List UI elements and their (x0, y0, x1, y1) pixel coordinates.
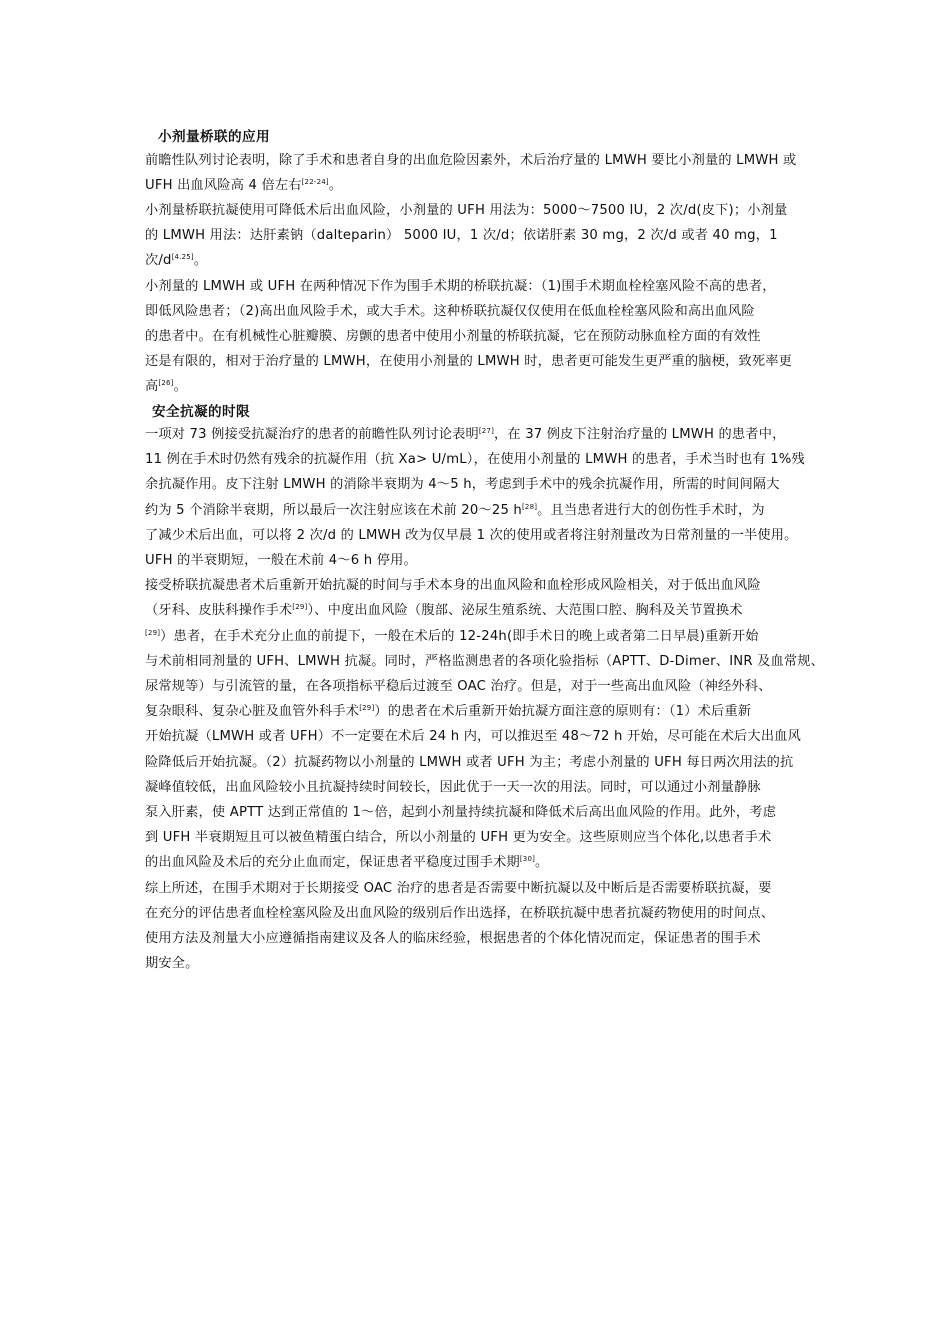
text-run: ）的患者在术后重新开始抗凝方面注意的原则有：（1）术后重新 (374, 704, 752, 720)
text-run: 即低风险患者；（2)高出血风险手术，或大手术。这种桥联抗凝仅仅使用在低血栓栓塞风险和高出血风险 (145, 303, 755, 319)
body-text-line (145, 152, 796, 170)
citation-ref: [29] (145, 628, 161, 637)
body-text-line (145, 451, 805, 469)
text-run: 凝峰值较低，出血风险较小且抗凝持续时间较长，因此优于一天一次的用法。同时，可以通过小剂量静脉 (145, 779, 761, 795)
body-text-line (145, 252, 207, 270)
text-run: 在充分的评估患者血栓栓塞风险及出血风险的级别后作出选择，在桥联抗凝中患者抗凝药物使用的时间点、 (145, 905, 775, 921)
body-text-line (145, 328, 761, 346)
text-run: （牙科、皮肤科操作手术 (145, 603, 293, 619)
body-text-line (145, 426, 785, 444)
text-run: 。 (193, 253, 208, 269)
body-text-line (145, 955, 199, 973)
text-run: 。且当患者进行大的创伤性手术时，为 (537, 502, 765, 518)
body-text-line (145, 854, 548, 872)
text-run: ）、中度出血风险（腹部、泌尿生殖系统、大范围口腔、胸科及关节置换术 (307, 603, 743, 619)
body-text-line (145, 930, 761, 948)
text-run: 。 (173, 378, 187, 394)
text-run: 期安全。 (145, 956, 199, 972)
section-heading-bridging: 小剂量桥联的应用 (158, 129, 270, 145)
body-text-line (145, 476, 780, 494)
body-text-line (145, 502, 765, 520)
text-run: 了减少术后出血，可以将 2 次/d 的 LMWH 改为仅早晨 1 次的使用或者将注射剂量改为日常剂量的一半使用。 (145, 527, 798, 543)
text-run: 到 UFH 半衰期短且可以被鱼精蛋白结合，所以小剂量的 UFH 更为安全。这些原则应当个体化,以患者手术 (145, 830, 772, 846)
body-text-line (145, 804, 776, 822)
text-run: 还是有限的，相对于治疗量的 LMWH，在使用小剂量的 LMWH 时，患者更可能发生更严重的脑梗，致死率更 (145, 353, 793, 369)
text-run: 高 (145, 378, 159, 394)
text-run: 的出血风险及术后的充分止血而定，保证患者平稳度过围手术期 (145, 855, 520, 871)
body-text-line (145, 577, 761, 595)
body-text-line (145, 378, 187, 396)
body-text-line (145, 278, 776, 296)
body-text-line (145, 177, 342, 195)
citation-ref: [29] (292, 603, 308, 612)
text-run: 泵入肝素，使 APTT 达到正常值的 1～倍，起到小剂量持续抗凝和降低术后高出血风险的作用。此外，考虑 (145, 805, 777, 820)
citation-ref: [30] (519, 855, 536, 864)
text-run: 使用方法及剂量大小应遵循指南建议及各人的临床经验，根据患者的个体化情况而定，保证患者的围手术 (145, 931, 761, 946)
citation-ref: [4.25] (171, 253, 194, 262)
body-text-line (145, 527, 798, 545)
body-text-line (145, 880, 772, 898)
text-run: 一项对 73 例接受抗凝治疗的患者的前瞻性队列讨论表明 (145, 427, 479, 442)
body-text-line (145, 227, 778, 245)
body-text-line (145, 303, 755, 321)
text-run: 小剂量桥联抗凝使用可降低术后出血风险，小剂量的 UFH 用法为：5000～7500 IU，2 次/d(皮下)；小剂量 (145, 203, 788, 219)
text-run: 尿常规等）与引流管的量，在各项指标平稳后过渡至 OAC 治疗。但是，对于一些高出血风险（神经外科、 (145, 679, 772, 694)
text-run: ）患者，在手术充分止血的前提下，一般在术后的 12-24h(即手术日的晚上或者第二日早晨)重新开始 (160, 628, 759, 644)
citation-ref: [22-24] (301, 178, 329, 187)
body-text-line (145, 728, 801, 746)
body-text-line (145, 703, 751, 721)
text-run: 开始抗凝（LMWH 或者 UFH）不一定要在术后 24 h 内，可以推迟至 48～72 h 开始，尽可能在术后大出血风 (145, 729, 801, 745)
text-run: 次/d (145, 253, 172, 269)
citation-ref: [28] (522, 502, 538, 511)
body-text-line (145, 754, 793, 772)
text-run: 与术前相同剂量的 UFH、LMWH 抗凝。同时，严格监测患者的各项化验指标（APTT、D-Dimer、INR 及血常规、 (145, 653, 825, 669)
body-text-line (145, 552, 417, 570)
text-run: 。 (328, 178, 343, 194)
body-text-line (145, 678, 772, 696)
text-run: 。 (535, 855, 549, 871)
text-run: 小剂量的 LMWH 或 UFH 在两种情况下作为围手术期的桥联抗凝：（1)围手术期血栓栓塞风险不高的患者， (145, 278, 776, 294)
body-text-line (145, 829, 771, 847)
body-text-line (145, 779, 761, 797)
text-run: 接受桥联抗凝患者术后重新开始抗凝的时间与手术本身的出血风险和血栓形成风险相关，对于低出血风险 (145, 578, 761, 594)
body-text-line (145, 353, 792, 371)
body-text-line (145, 628, 759, 646)
text-run: ，在 37 例皮下注射治疗量的 LMWH 的患者中， (494, 427, 786, 442)
citation-ref: [29] (359, 704, 375, 713)
text-run: 综上所述，在围手术期对于长期接受 OAC 治疗的患者是否需要中断抗凝以及中断后是否需要桥联抗凝，要 (145, 880, 772, 896)
text-run: UFH 出血风险高 4 倍左右 (145, 178, 302, 194)
section-heading-safe-time: 安全抗凝的时限 (152, 404, 250, 420)
text-run: 11 例在手术时仍然有残余的抗凝作用（抗 Xa> U/mL），在使用小剂量的 LMWH 的患者，手术当时也有 1%残 (145, 452, 805, 468)
text-run: 险降低后开始抗凝。（2）抗凝药物以小剂量的 LMWH 或者 UFH 为主；考虑小剂量的 UFH 每日两次用法的抗 (145, 754, 794, 770)
citation-ref: [27] (478, 427, 495, 435)
text-run: 前瞻性队列讨论表明，除了手术和患者自身的出血危险因素外，术后治疗量的 LMWH 要比小剂量的 LMWH 或 (145, 153, 797, 168)
text-run: 的患者中。在有机械性心脏瓣膜、房颤的患者中使用小剂量的桥联抗凝，它在预防动脉血栓方面的有效性 (145, 328, 761, 344)
text-run: 复杂眼科、复杂心脏及血管外科手术 (145, 704, 360, 720)
body-text-line (145, 653, 824, 671)
body-text-line (145, 602, 743, 620)
body-text-line (145, 202, 787, 220)
text-run: 的 LMWH 用法：达肝素钠（dalteparin） 5000 IU，1 次/d；依诺肝素 30 mg，2 次/d 或者 40 mg，1 (145, 228, 778, 244)
body-text-line (145, 905, 774, 923)
citation-ref: [26] (158, 378, 174, 387)
text-run: 约为 5 个消除半衰期，所以最后一次注射应该在术前 20～25 h (145, 502, 522, 518)
text-run: 余抗凝作用。皮下注射 LMWH 的消除半衰期为 4～5 h，考虑到手术中的残余抗凝作用，所需的时间间隔大 (145, 477, 780, 493)
text-run: UFH 的半衰期短，一般在术前 4～6 h 停用。 (145, 553, 417, 568)
